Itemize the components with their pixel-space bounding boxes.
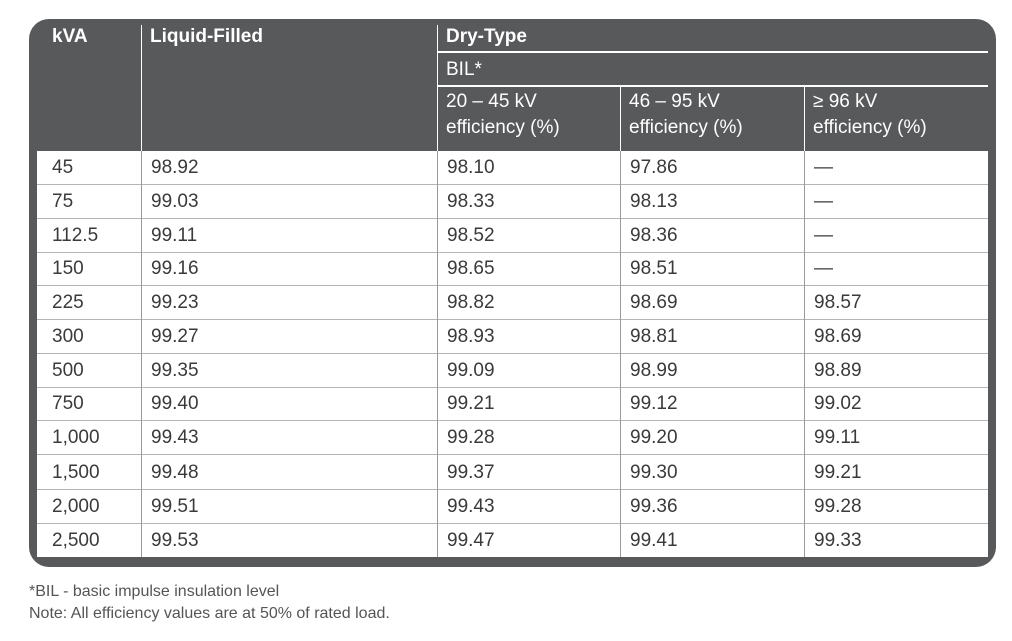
table-cell: 99.21 bbox=[814, 462, 862, 483]
table-cell: 99.12 bbox=[630, 393, 678, 414]
header-rule-dry-type bbox=[437, 51, 988, 53]
table-row bbox=[37, 151, 988, 185]
header-divider-3 bbox=[620, 87, 621, 151]
footnote-bil: *BIL - basic impulse insulation level bbox=[29, 583, 280, 600]
table-cell: 99.20 bbox=[630, 427, 678, 448]
table-cell: 99.27 bbox=[151, 326, 199, 347]
table-cell: 99.03 bbox=[151, 191, 199, 212]
table-cell: 99.02 bbox=[814, 393, 862, 414]
header-dry-type: Dry-Type bbox=[446, 26, 527, 47]
footnote-note: Note: All efficiency values are at 50% of rated load. bbox=[29, 605, 390, 622]
table-cell: 98.57 bbox=[814, 292, 862, 313]
column-divider bbox=[620, 151, 621, 557]
table-row bbox=[37, 219, 988, 253]
table-cell: 99.40 bbox=[151, 393, 199, 414]
table-cell: 98.13 bbox=[630, 191, 678, 212]
table-row bbox=[37, 252, 988, 286]
table-cell: 99.21 bbox=[447, 393, 495, 414]
table-cell: 300 bbox=[52, 326, 84, 347]
table-cell: 99.09 bbox=[447, 360, 495, 381]
table-cell: 99.48 bbox=[151, 462, 199, 483]
header-bil-96-line2: efficiency (%) bbox=[813, 117, 927, 138]
table-cell: 225 bbox=[52, 292, 84, 313]
table-cell: 2,500 bbox=[52, 530, 100, 551]
header-liquid-filled: Liquid-Filled bbox=[150, 26, 263, 47]
table-body bbox=[37, 151, 988, 557]
header-divider-2 bbox=[437, 25, 438, 151]
table-cell: 98.99 bbox=[630, 360, 678, 381]
table-cell: — bbox=[814, 225, 833, 246]
table-cell: 99.16 bbox=[151, 258, 199, 279]
table-cell: 97.86 bbox=[630, 157, 678, 178]
header-kva: kVA bbox=[52, 26, 88, 47]
table-row bbox=[37, 456, 988, 490]
table-row bbox=[37, 286, 988, 320]
column-divider bbox=[804, 151, 805, 557]
table-cell: 75 bbox=[52, 191, 74, 212]
table-cell: 98.52 bbox=[447, 225, 495, 246]
table-cell: 99.36 bbox=[630, 496, 678, 517]
table-cell: 99.37 bbox=[447, 462, 495, 483]
table-cell: 98.82 bbox=[447, 292, 495, 313]
header-bil-20-45-line2: efficiency (%) bbox=[446, 117, 560, 138]
table-cell: 98.69 bbox=[630, 292, 678, 313]
table-cell: 99.35 bbox=[151, 360, 199, 381]
table-cell: 98.93 bbox=[447, 326, 495, 347]
column-divider bbox=[141, 151, 142, 557]
table-cell: 99.41 bbox=[630, 530, 678, 551]
table-cell: — bbox=[814, 157, 833, 178]
table-cell: 98.89 bbox=[814, 360, 862, 381]
table-cell: 98.51 bbox=[630, 258, 678, 279]
table-cell: 99.23 bbox=[151, 292, 199, 313]
table-cell: — bbox=[814, 258, 833, 279]
table-cell: 99.47 bbox=[447, 530, 495, 551]
table-cell: 99.33 bbox=[814, 530, 862, 551]
table-cell: 112.5 bbox=[52, 225, 99, 246]
table-cell: 98.69 bbox=[814, 326, 862, 347]
table-cell: 98.81 bbox=[630, 326, 678, 347]
table-cell: 99.28 bbox=[447, 427, 495, 448]
table-cell: — bbox=[814, 191, 833, 212]
table-cell: 1,500 bbox=[52, 462, 100, 483]
header-bil-20-45-line1: 20 – 45 kV bbox=[446, 91, 537, 112]
header-bil-46-95-line2: efficiency (%) bbox=[629, 117, 743, 138]
header-divider-4 bbox=[804, 87, 805, 151]
table-cell: 98.36 bbox=[630, 225, 678, 246]
table-cell: 99.30 bbox=[630, 462, 678, 483]
table-cell: 99.28 bbox=[814, 496, 862, 517]
table-row bbox=[37, 320, 988, 354]
column-divider bbox=[437, 151, 438, 557]
table-cell: 500 bbox=[52, 360, 84, 381]
table-row bbox=[37, 490, 988, 524]
table-cell: 99.51 bbox=[151, 496, 199, 517]
table-cell: 99.43 bbox=[447, 496, 495, 517]
table-cell: 98.65 bbox=[447, 258, 495, 279]
table-row bbox=[37, 524, 988, 557]
table-cell: 45 bbox=[52, 157, 74, 178]
table-cell: 98.92 bbox=[151, 157, 199, 178]
table-cell: 98.33 bbox=[447, 191, 495, 212]
table-row bbox=[37, 421, 988, 455]
table-cell: 1,000 bbox=[52, 427, 100, 448]
header-bil-46-95-line1: 46 – 95 kV bbox=[629, 91, 720, 112]
table-cell: 98.10 bbox=[447, 157, 495, 178]
header-divider-1 bbox=[141, 25, 142, 151]
table-cell: 150 bbox=[52, 258, 84, 279]
table-row bbox=[37, 354, 988, 388]
header-bil: BIL* bbox=[446, 59, 482, 80]
table-cell: 2,000 bbox=[52, 496, 100, 517]
table-cell: 99.11 bbox=[814, 427, 861, 448]
table-cell: 99.53 bbox=[151, 530, 199, 551]
header-rule-bil bbox=[437, 85, 988, 87]
header-bil-96-line1: ≥ 96 kV bbox=[813, 91, 878, 112]
table-cell: 750 bbox=[52, 393, 84, 414]
table-row bbox=[37, 185, 988, 219]
table-row bbox=[37, 387, 988, 421]
table-cell: 99.43 bbox=[151, 427, 199, 448]
table-cell: 99.11 bbox=[151, 225, 198, 246]
